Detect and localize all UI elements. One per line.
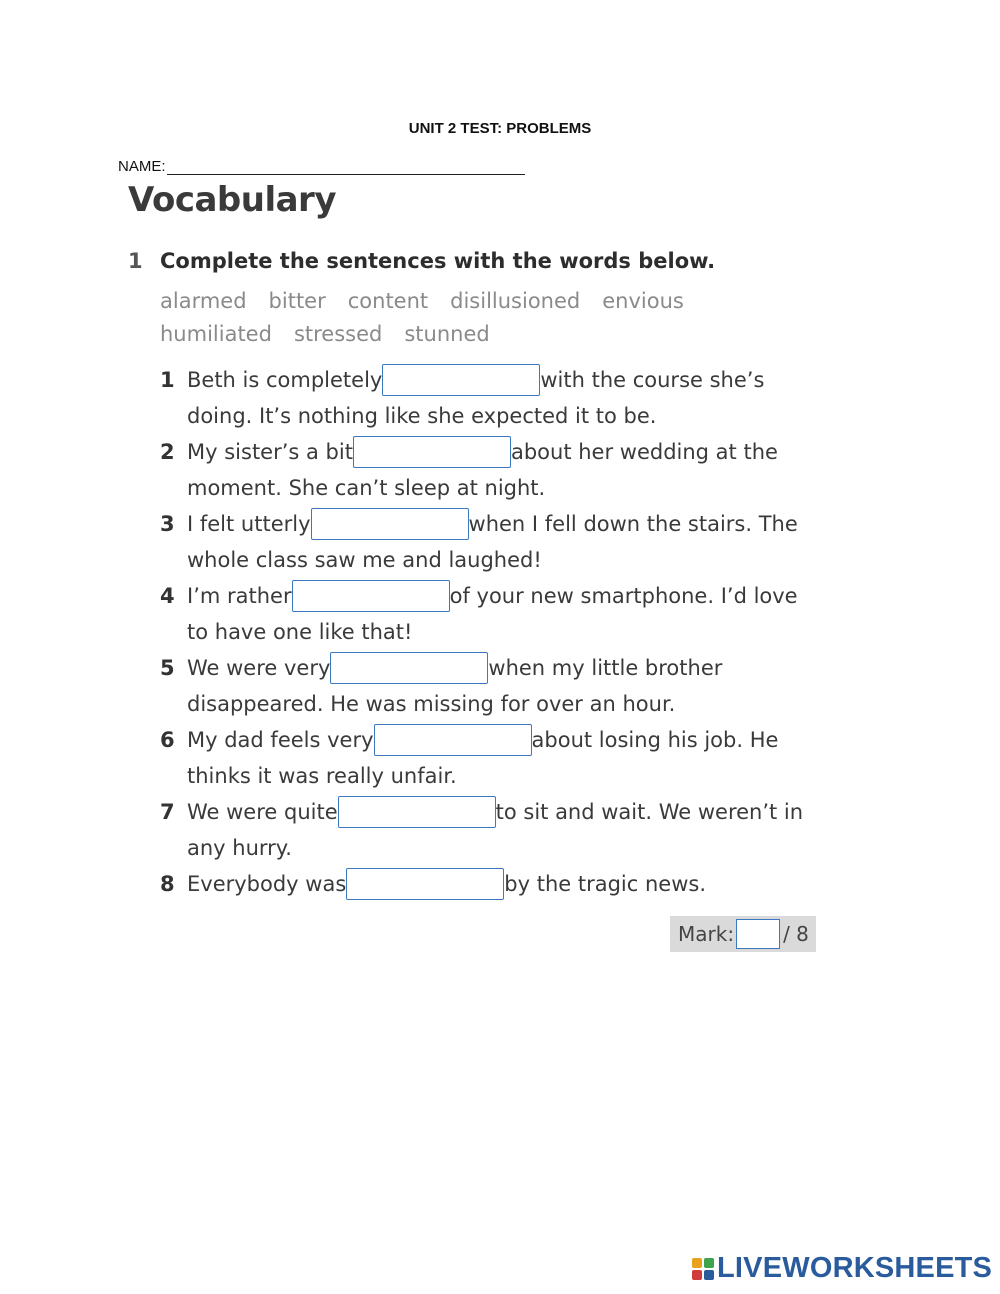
sentence-number: 8 — [160, 872, 175, 896]
answer-input-8[interactable] — [346, 868, 504, 900]
exercise-instruction — [128, 249, 715, 273]
word-bank-item: stressed — [293, 322, 383, 346]
exercise-number: 1 — [128, 249, 143, 273]
name-field-row — [118, 158, 525, 175]
sentence-text-after: about her wedding at the — [510, 440, 778, 464]
mark-box — [670, 916, 816, 952]
sentence-text-continued: moment. She can’t sleep at night. — [187, 476, 546, 500]
word-bank-item: stunned — [404, 322, 490, 346]
word-bank-item: envious — [602, 289, 684, 313]
sentence-text-before: I’m rather — [187, 584, 292, 608]
sentence-text-before: We were very — [187, 656, 331, 680]
logo-text: LIVEWORKSHEETS — [717, 1252, 993, 1284]
page-title: UNIT 2 TEST: PROBLEMS — [408, 120, 592, 137]
logo-icon — [692, 1258, 714, 1280]
sentence-text-after: of your new smartphone. I’d love — [449, 584, 798, 608]
sentence-text-after: by the tragic news. — [504, 872, 706, 896]
sentence-number: 5 — [160, 656, 175, 680]
sentence-text-before: I felt utterly — [187, 512, 311, 536]
sentence-text-continued: disappeared. He was missing for over an hour. — [187, 692, 676, 716]
answer-input-1[interactable] — [382, 364, 540, 396]
sentence-text-before: We were quite — [187, 800, 338, 824]
sentence-number: 6 — [160, 728, 175, 752]
word-bank-item: disillusioned — [450, 289, 581, 313]
section-heading: Vocabulary — [128, 180, 336, 220]
sentence-text-before: Beth is completely — [187, 368, 383, 392]
sentence-number: 4 — [160, 584, 175, 608]
word-bank-row-2 — [160, 322, 512, 346]
liveworksheets-logo — [692, 1252, 992, 1285]
word-bank-item: content — [347, 289, 429, 313]
sentence-text-continued: any hurry. — [187, 836, 292, 860]
sentence-text-before: My sister’s a bit — [187, 440, 353, 464]
word-bank-item: humiliated — [160, 322, 272, 346]
word-bank-item: alarmed — [160, 289, 247, 313]
sentence-number: 2 — [160, 440, 175, 464]
answer-input-6[interactable] — [374, 724, 532, 756]
name-line — [167, 158, 525, 175]
sentence-text-after: to sit and wait. We weren’t in — [495, 800, 804, 824]
sentence-text-continued: thinks it was really unfair. — [187, 764, 457, 788]
sentence-text-after: with the course she’s — [540, 368, 765, 392]
answer-input-2[interactable] — [353, 436, 511, 468]
logo-square — [704, 1270, 714, 1280]
sentence-number: 3 — [160, 512, 175, 536]
logo-square — [692, 1258, 702, 1268]
answer-input-5[interactable] — [330, 652, 488, 684]
sentence-text-continued: to have one like that! — [187, 620, 413, 644]
sentence-text-before: Everybody was — [187, 872, 347, 896]
word-bank-row-1 — [160, 289, 706, 313]
sentence-text-after: about losing his job. He — [531, 728, 779, 752]
sentence-text-after: when I fell down the stairs. The — [468, 512, 798, 536]
mark-label: Mark: — [678, 922, 735, 946]
name-label: NAME: — [118, 158, 166, 175]
word-bank-item: bitter — [268, 289, 326, 313]
answer-input-3[interactable] — [311, 508, 469, 540]
sentence-text-continued: whole class saw me and laughed! — [187, 548, 542, 572]
sentence-text-after: when my little brother — [488, 656, 723, 680]
sentence-number: 1 — [160, 368, 175, 392]
mark-total: / 8 — [783, 922, 809, 946]
sentence-text-continued: doing. It’s nothing like she expected it to be. — [187, 404, 657, 428]
answer-input-4[interactable] — [292, 580, 450, 612]
logo-square — [692, 1270, 702, 1280]
instruction-text: Complete the sentences with the words below. — [160, 249, 716, 273]
logo-square — [704, 1258, 714, 1268]
sentence-text-before: My dad feels very — [187, 728, 374, 752]
answer-input-7[interactable] — [338, 796, 496, 828]
mark-input[interactable] — [736, 919, 780, 949]
sentence-number: 7 — [160, 800, 175, 824]
